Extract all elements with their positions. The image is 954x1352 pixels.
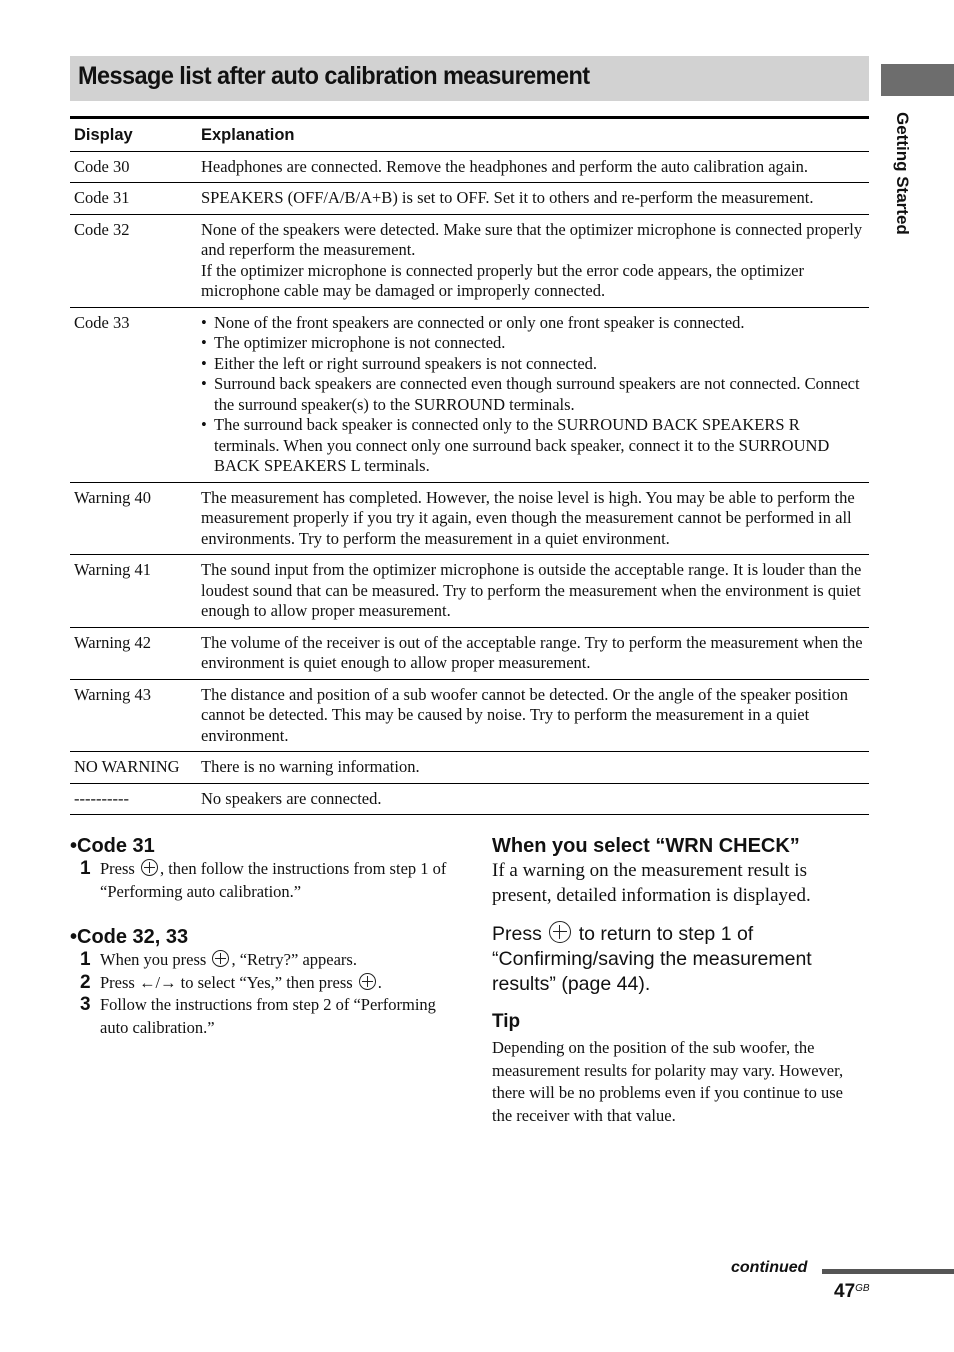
step-text: Press (100, 859, 135, 878)
row-explanation: The distance and position of a sub woofer cannot be detected. Or the angle of the speaker position cannot be detected. This may be caused by noise. Try to perform the measurement in a quiet environment. (201, 679, 869, 752)
section-tab (881, 64, 954, 96)
row-display: Code 31 (70, 183, 201, 215)
code31-heading: •Code 31 (70, 835, 155, 857)
codes-section (70, 834, 460, 1039)
row-display: NO WARNING (70, 752, 201, 784)
continued-label: continued (731, 1259, 808, 1276)
wrn-press-instruction (492, 921, 862, 997)
row-explanation: There is no warning information. (201, 752, 869, 784)
row-display: Warning 43 (70, 679, 201, 752)
wrn-text: If a warning on the measurement result is present, detailed information is displayed. (492, 860, 811, 906)
row-explanation: The sound input from the optimizer microphone is outside the acceptable range. It is louder than the loudest sound that can be measured. Try to perform the measurement when the environment is quiet enough to allow proper measurement. (201, 555, 869, 628)
table-row (70, 752, 869, 784)
row-display: Code 33 (70, 307, 201, 482)
bullet-item: • None of the front speakers are connected or only one front speaker is connected. (201, 313, 869, 334)
page-number (834, 1281, 870, 1303)
header-display: Display (70, 118, 201, 152)
table-row (70, 183, 869, 215)
step-text: . (377, 972, 382, 992)
step-text: Press ←/→ to select “Yes,” then press (100, 972, 353, 992)
step-number: 1 (80, 858, 91, 879)
page-title: Message list after auto calibration measurement (78, 62, 590, 90)
row-display: Warning 40 (70, 482, 201, 555)
bullet-item: • The optimizer microphone is not connected. (201, 333, 869, 354)
press-text: to return to step 1 of “Confirming/saving the measurement results” (page 44). (492, 923, 812, 995)
bullet-list (201, 313, 869, 477)
page-suffix: GB (855, 1283, 870, 1294)
table-row (70, 555, 869, 628)
table-row (70, 307, 869, 482)
continued-bar (822, 1269, 954, 1274)
step-number: 2 (80, 971, 91, 993)
row-explanation (201, 214, 869, 307)
table-row (70, 679, 869, 752)
row-display: Code 32 (70, 214, 201, 307)
row-explanation (201, 307, 869, 482)
bullet-item: • The surround back speaker is connected only to the SURROUND BACK SPEAKERS R terminals. When you connect only one surround back speaker, connect it to the SURROUND BACK SPEAKERS L terminals. (201, 415, 869, 477)
title-bar (70, 56, 869, 101)
header-explanation: Explanation (201, 118, 869, 152)
code3233-heading: •Code 32, 33 (70, 926, 189, 948)
wrn-heading: When you select “WRN CHECK” (492, 835, 800, 857)
wrn-check-section (492, 834, 862, 1127)
code31-step-1 (70, 858, 460, 903)
table-row (70, 482, 869, 555)
tip-text: Depending on the position of the sub woofer, the measurement results for polarity may vary. However, there will be no problems even if you continue to use the receiver with that value. (492, 1038, 844, 1125)
press-text: Press (492, 923, 542, 945)
row-explanation: SPEAKERS (OFF/A/B/A+B) is set to OFF. Set it to others and re-perform the measurement. (201, 183, 869, 215)
table-row (70, 151, 869, 183)
explanation-line: None of the speakers were detected. Make sure that the optimizer microphone is connected properly and reperform the measurement. (201, 219, 863, 259)
row-explanation: Headphones are connected. Remove the headphones and perform the auto calibration again. (201, 151, 869, 183)
table-row (70, 783, 869, 815)
bullet-item: • Surround back speakers are connected even though surround speakers are not connected. Connect the surround speaker(s) to the SURROUND terminals. (201, 374, 869, 415)
step-text: , “Retry?” appears. (231, 950, 357, 969)
explanation-line: If the optimizer microphone is connected properly but the error code appears, the optimizer microphone cable may be damaged or improperly connected. (201, 260, 804, 300)
circle-plus-icon (212, 950, 229, 967)
circle-plus-icon (359, 973, 376, 990)
row-display: Warning 41 (70, 555, 201, 628)
section-label: Getting Started (893, 112, 912, 235)
step-text: When you press (100, 950, 207, 969)
page-number-value: 47 (834, 1281, 856, 1302)
code3233-step-3 (70, 994, 460, 1039)
row-explanation: The measurement has completed. However, the noise level is high. You may be able to perform the measurement properly if you try it again, even though the measurement cannot be performed in all environments. Try to perform the measurement in a quiet environment. (201, 482, 869, 555)
row-explanation: No speakers are connected. (201, 783, 869, 815)
table-header-row (70, 118, 869, 152)
step-text: Follow the instructions from step 2 of “Performing auto calibration.” (100, 995, 436, 1037)
circle-plus-icon (549, 921, 571, 943)
message-table (70, 116, 869, 815)
tip-heading: Tip (492, 1011, 521, 1032)
row-display: ---------- (70, 783, 201, 815)
row-display: Warning 42 (70, 627, 201, 679)
code3233-step-2 (70, 972, 460, 995)
bullet-item: • Either the left or right surround speakers is not connected. (201, 354, 869, 375)
step-number: 3 (80, 994, 91, 1015)
row-display: Code 30 (70, 151, 201, 183)
table-row (70, 214, 869, 307)
circle-plus-icon (141, 859, 158, 876)
step-text: , then follow the instructions from step 1 of “Performing auto calibration.” (100, 859, 447, 901)
table-row (70, 627, 869, 679)
code3233-step-1 (70, 949, 460, 972)
row-explanation: The volume of the receiver is out of the acceptable range. Try to perform the measurement when the environment is quiet enough to allow proper measurement. (201, 627, 869, 679)
step-number: 1 (80, 949, 91, 970)
